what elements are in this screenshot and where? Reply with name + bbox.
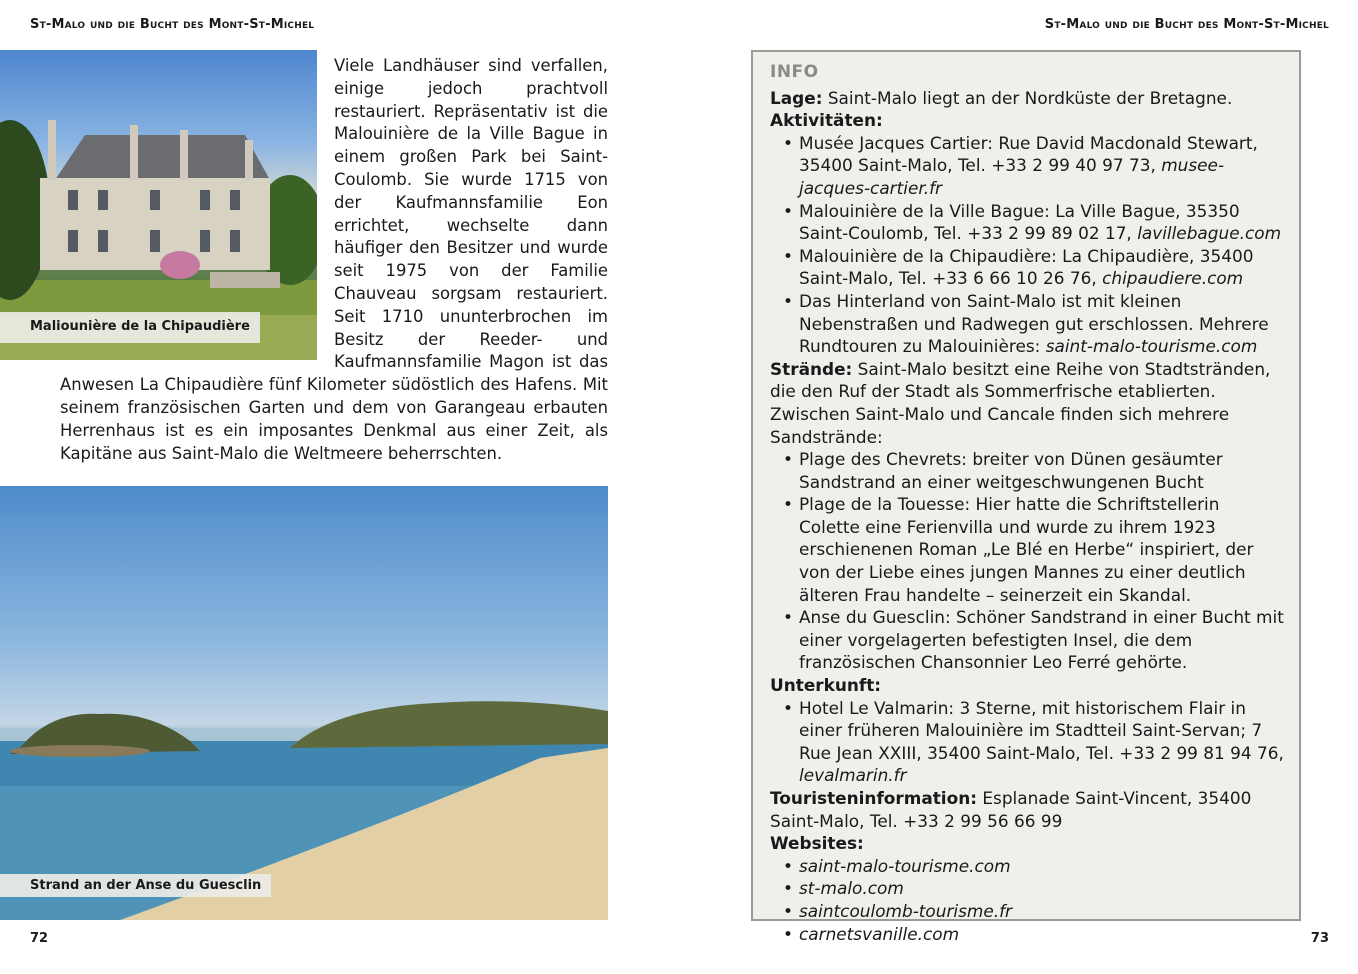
websites-list — [783, 855, 1285, 945]
label: Strände: — [770, 358, 853, 379]
list-item — [783, 132, 1285, 200]
website-link[interactable]: levalmarin.fr — [799, 765, 907, 786]
photo-chateau — [0, 50, 317, 360]
info-lage — [770, 87, 1285, 110]
photo-beach — [0, 486, 608, 920]
text: Saint-Malo liegt an der Nordküste der Bretagne. — [822, 87, 1233, 108]
label: Aktivitäten: — [770, 110, 883, 131]
list-item: • Plage des Chevrets: breiter von Dünen gesäumter Sandstrand an einer weitgeschwungenen Bucht — [783, 448, 1285, 493]
text: Musée Jacques Cartier: Rue David Macdonald Stewart, 35400 Saint-Malo, Tel. +33 2 99 40 97 73, — [799, 132, 1258, 176]
website-link[interactable]: saint-malo-tourisme.com — [799, 855, 1011, 876]
website-link[interactable]: st-malo.com — [799, 878, 904, 899]
page-number-left: 72 — [30, 931, 49, 946]
list-item: • Plage de la Touesse: Hier hatte die Schriftstellerin Colette eine Ferienvilla und wurde zu ihrem 1923 erschienenen Roman „Le Blé en Herbe“ inspiriert, der von der Liebe eines jungen Mannes zu einer deutlich älteren Frau handelte – seinerzeit ein Skandal. — [783, 493, 1285, 606]
unterkunft-list — [783, 697, 1285, 787]
info-websites-label — [770, 832, 1285, 855]
website-link[interactable]: saint-malo-tourisme.com — [1045, 336, 1258, 357]
straende-list — [783, 448, 1285, 674]
website-link[interactable]: lavillebague.com — [1137, 223, 1282, 244]
info-box — [751, 50, 1301, 944]
website-link[interactable]: carnetsvanille.com — [799, 923, 960, 944]
website-link[interactable]: saintcoulomb-tourisme.fr — [799, 900, 1012, 921]
text: Malouinière de la Ville Bague: La Ville Bague, 35350 Saint-Coulomb, Tel. +33 2 99 89 02 17, — [799, 200, 1240, 244]
list-item — [783, 855, 1285, 878]
photo-caption: Maliounière de la Chipaudière — [0, 312, 260, 343]
text: Malouinière de la Chipaudière: La Chipaudière, 35400 Saint-Malo, Tel. +33 6 66 10 26 76, — [799, 245, 1254, 289]
page-number-right: 73 — [1310, 931, 1329, 946]
list-item — [783, 290, 1285, 358]
text: Das Hinterland von Saint-Malo ist mit kleinen Nebenstraßen und Radwegen gut erschlossen. Mehrere Rundtouren zu Malouinières: — [799, 290, 1269, 357]
label: Touristeninformation: — [770, 788, 977, 808]
label: Unterkunft: — [770, 675, 882, 696]
photo-caption: Strand an der Anse du Guesclin — [0, 874, 271, 897]
running-head-right: St-Malo und die Bucht des Mont-St-Michel — [1044, 17, 1329, 32]
text: Hotel Le Valmarin: 3 Sterne, mit historischem Flair in einer früheren Malouinière im Stadtteil Saint-Servan; 7 Rue Jean XXIII, 35400 Saint-Malo, Tel. +33 2 99 81 94 76, — [799, 697, 1284, 763]
list-item — [783, 200, 1285, 245]
body-paragraph: Viele Landhäuser sind verfallen, einige jedoch prachtvoll restauriert. Repräsentativ ist die Malouinière de la Ville Bague in einem großen Park bei Saint-Coulomb. Sie wurde 1715 von der Kaufmannsfamilie Eon errichtet, wechselte dann häufiger den Besitzer und wurde seit 1975 von der Familie Chauveau sorgsam restauriert. Seit 1710 ununterbrochen im Besitz der Reeder- und Kaufmannsfamilie Magon ist das Anwesen La Chipaudière fünf Kilometer südöstlich des Hafens. Mit seinem französischen Garten und dem von Garangeau erbauten Herrenhaus ist es ein imposantes Denkmal aus einer Zeit, als Kapitäne aus Saint-Malo die Weltmeere beherrschten. — [60, 56, 608, 463]
body-text-column — [30, 55, 608, 465]
list-item — [783, 923, 1285, 946]
label: Websites: — [770, 833, 864, 854]
list-item: • Anse du Guesclin: Schöner Sandstrand in einer Bucht mit einer vorgelagerten befestigten Insel, die dem französischen Chansonnier Leo Ferré gehörte. — [783, 606, 1285, 674]
info-unterkunft-label — [770, 674, 1285, 697]
list-item — [783, 877, 1285, 900]
beach-illustration — [0, 486, 608, 920]
running-head-left: St-Malo und die Bucht des Mont-St-Michel — [30, 17, 315, 32]
info-straende — [770, 358, 1285, 448]
list-item — [783, 697, 1285, 787]
text: Esplanade Saint-Vincent, 35400 Saint-Malo, Tel. +33 2 99 56 66 99 — [770, 788, 1252, 831]
aktivitaeten-list — [783, 132, 1285, 358]
website-link[interactable]: musee-jacques-cartier.fr — [799, 155, 1225, 198]
list-item — [783, 245, 1285, 290]
info-aktivitaeten-label — [770, 109, 1285, 132]
website-link[interactable]: chipaudiere.com — [1102, 268, 1244, 289]
label: Lage: — [770, 87, 823, 108]
text: Saint-Malo besitzt eine Reihe von Stadtstränden, die den Ruf der Stadt als Sommerfrische etablierten. Zwischen Saint-Malo und Cancale finden sich mehrere Sandstrände: — [770, 358, 1271, 447]
info-title: INFO — [770, 62, 819, 82]
list-item — [783, 900, 1285, 923]
info-touristinfo — [770, 787, 1285, 832]
